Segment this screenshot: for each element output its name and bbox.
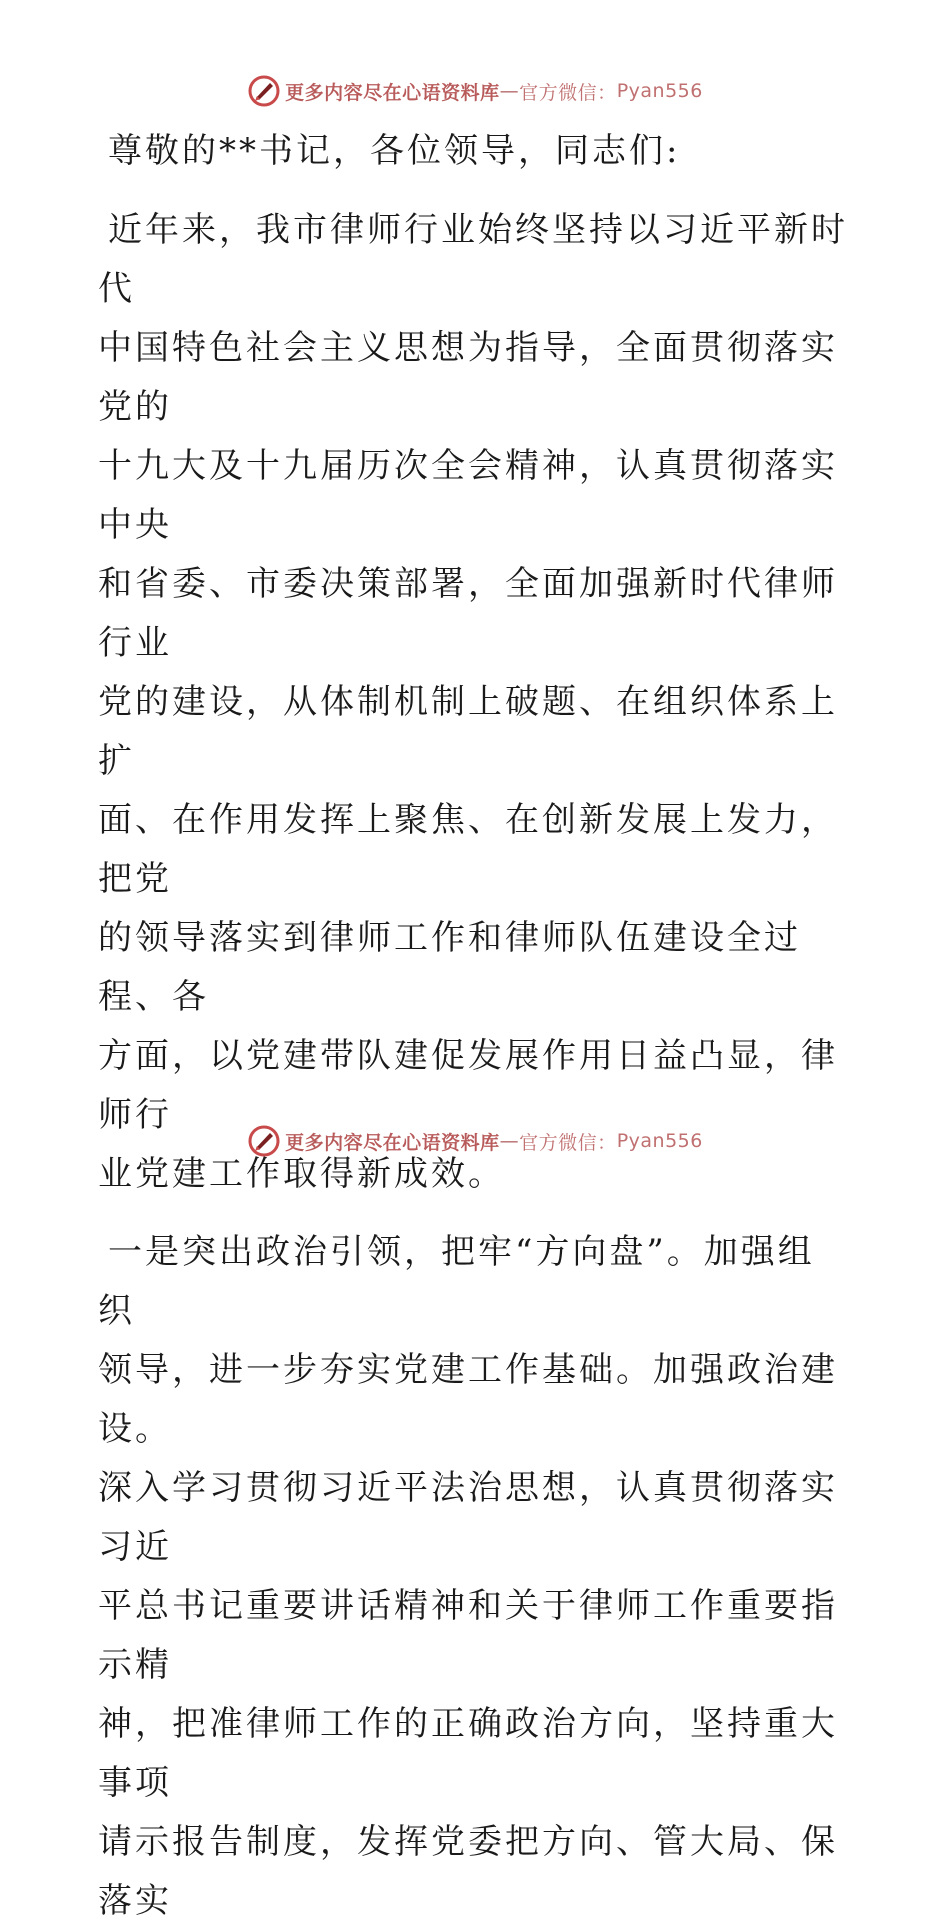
promo-text: 更多内容尽在心语资料库	[285, 1131, 500, 1154]
document-body	[98, 122, 850, 1931]
paragraph-intro: 近年来，我市律师行业始终坚持以习近平新时代 中国特色社会主义思想为指导，全面贯彻落实党的 十九大及十九届历次全会精神，认真贯彻落实中央 和省委、市委决策部署，全面加强新时代律师行业 党的建设，从体制机制上破题、在组织体系上扩 面、在作用发挥上聚焦、在创新发展上发力，把党 的领导落实到律师工作和律师队伍建设全过程、各 方面，以党建带队建促发展作用日益凸显，律师行 业党建工作取得新成效。	[98, 210, 848, 1194]
red-circular-pen-logo-icon	[247, 74, 281, 108]
paragraph-point-one: 一是突出政治引领，把牢“方向盘”。加强组织 领导，进一步夯实党建工作基础。加强政治建设。 深入学习贯彻习近平法治思想，认真贯彻落实习近 平总书记重要讲话精神和关于律师工作重要指示精 神，把准律师工作的正确政治方向，坚持重大事项 请示报告制度，发挥党委把方向、管大局、保落实	[98, 1232, 838, 1921]
wechat-label: 官方微信：	[519, 1131, 617, 1154]
footer-banner	[0, 1121, 950, 1161]
dash: —	[499, 1130, 520, 1152]
dash: —	[499, 80, 520, 102]
wechat-account: Pyan556	[616, 1130, 703, 1152]
header-banner	[0, 71, 950, 111]
red-circular-pen-logo-icon	[247, 1124, 281, 1158]
promo-text: 更多内容尽在心语资料库	[285, 81, 500, 104]
salutation: 尊敬的**书记，各位领导，同志们:	[108, 131, 681, 171]
wechat-account: Pyan556	[616, 80, 703, 102]
wechat-label: 官方微信：	[519, 81, 617, 104]
